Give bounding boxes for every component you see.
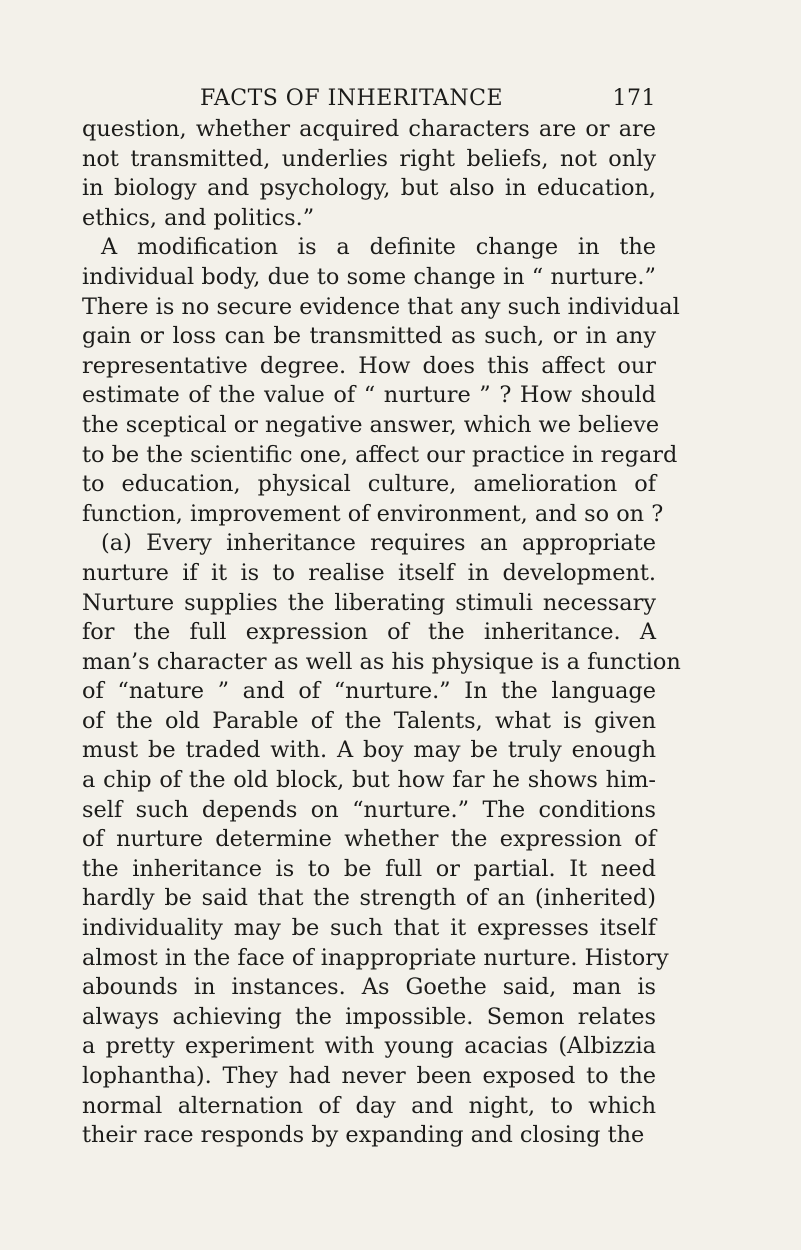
text-line: normal alternation of day and night, to which — [82, 1092, 656, 1119]
text-line: individual body, due to some change in “ nurture.” — [82, 263, 656, 290]
text-line: abounds in instances. As Goethe said, man is — [82, 974, 656, 1001]
text-line: to be the scientific one, affect our practice in regard — [82, 441, 678, 468]
text-line: gain or loss can be transmitted as such, or in any — [82, 323, 656, 350]
text-line: (a) Every inheritance requires an appropriate — [101, 530, 656, 557]
text-line: of “nature ” and of “nurture.” In the language — [82, 678, 656, 705]
text-line: always achieving the impossible. Semon relates — [82, 1003, 656, 1030]
text-line: individuality may be such that it expresses itself — [82, 915, 656, 942]
text-line: representative degree. How does this affect our — [82, 352, 656, 379]
running-title: FACTS OF INHERITANCE — [200, 86, 504, 111]
text-line: a chip of the old block, but how far he shows him- — [82, 767, 656, 794]
body-text — [82, 115, 681, 1151]
text-line: of the old Parable of the Talents, what is given — [82, 707, 656, 734]
text-line: in biology and psychology, but also in education, — [82, 175, 656, 202]
text-line: lophantha). They had never been exposed to the — [82, 1063, 656, 1089]
text-line: ethics, and politics.” — [82, 204, 315, 231]
text-line: nurture if it is to realise itself in development. — [82, 559, 656, 586]
text-line: the inheritance is to be full or partial. It need — [82, 855, 656, 882]
text-line: not transmitted, underlies right beliefs, not only — [82, 145, 656, 172]
text-line: self such depends on “nurture.” The conditions — [82, 796, 656, 823]
text-line: A modification is a definite change in the — [101, 234, 656, 261]
text-line: a pretty experiment with young acacias (Albizzia — [82, 1033, 656, 1060]
text-line: for the full expression of the inheritance. A — [82, 619, 656, 646]
text-line: their race responds by expanding and closing the — [82, 1122, 645, 1149]
text-line: Nurture supplies the liberating stimuli necessary — [82, 589, 656, 616]
text-line: There is no secure evidence that any such individual — [82, 293, 680, 320]
text-line: almost in the face of inappropriate nurture. History — [82, 944, 669, 971]
text-line: question, whether acquired characters are or are — [82, 116, 656, 142]
text-line: to education, physical culture, amelioration of — [82, 471, 656, 498]
text-line: man’s character as well as his physique is a function — [82, 648, 681, 675]
text-line: the sceptical or negative answer, which we believe — [82, 411, 660, 438]
text-line: of nurture determine whether the expression of — [82, 826, 656, 853]
text-line: estimate of the value of “ nurture ” ? How should — [82, 382, 656, 409]
text-line: hardly be said that the strength of an (inherited) — [82, 885, 656, 912]
text-line: must be traded with. A boy may be truly enough — [82, 737, 656, 764]
text-line: function, improvement of environment, and so on ? — [82, 500, 664, 527]
page-number: 171 — [612, 86, 656, 111]
